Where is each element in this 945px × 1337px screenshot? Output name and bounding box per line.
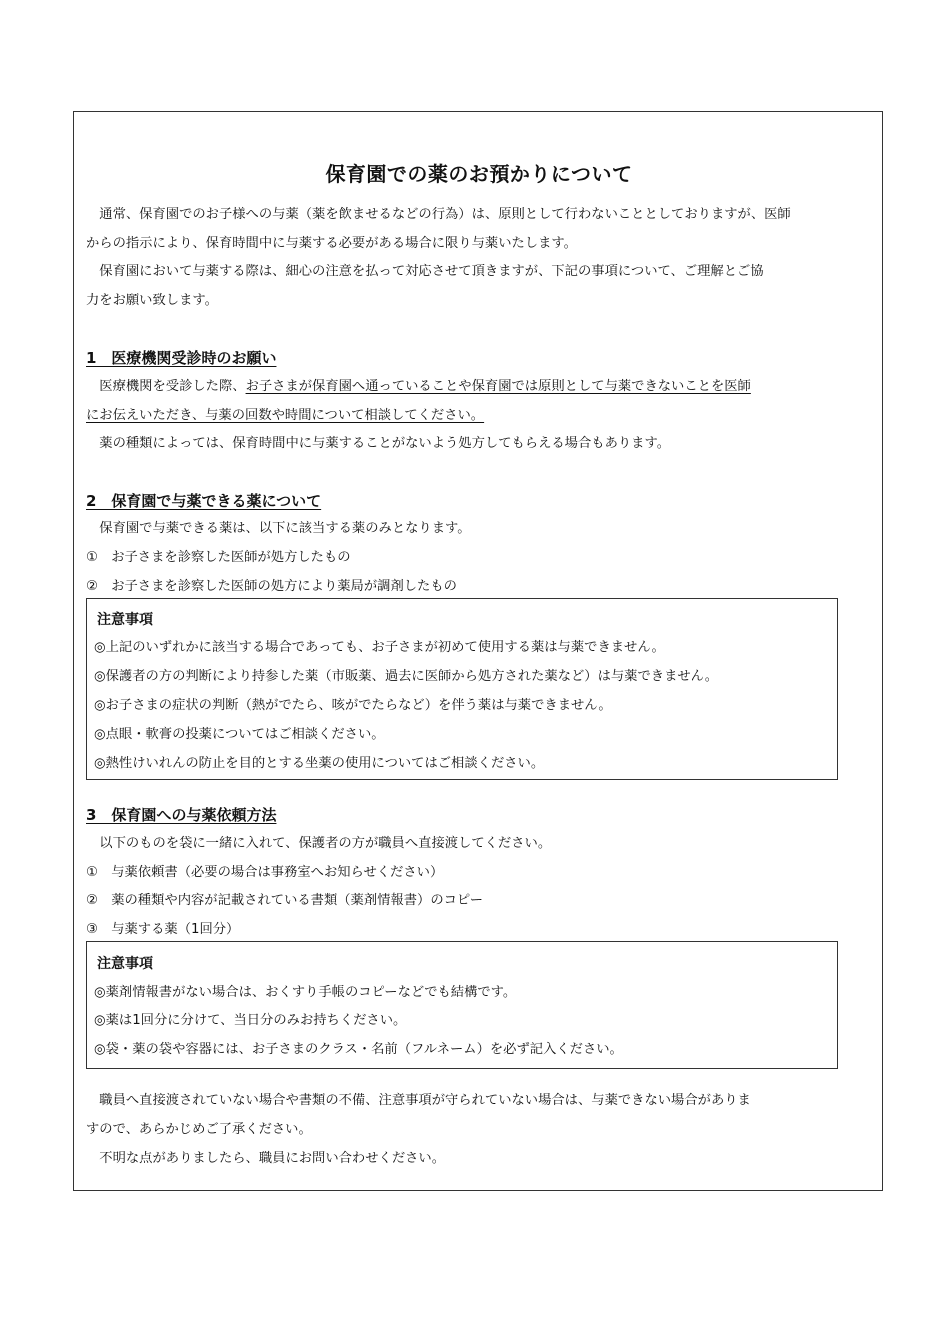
section1-line1-underlined: お子さまが保育園へ通っていることや保育園では原則として与薬できないことを医師 [245, 379, 751, 394]
notice-item: ◎薬は1回分に分けて、当日分のみお持ちください。 [94, 1013, 407, 1028]
closing-line1: 職員へ直接渡されていない場合や書類の不備、注意事項が守られていない場合は、与薬できない場合がありま [86, 1093, 751, 1108]
section3-item-3: ③ 与薬する薬（1回分） [86, 922, 240, 937]
section2-notice-box [86, 598, 838, 780]
section2-item-1: ① お子さまを診察した医師が処方したもの [86, 550, 351, 565]
notice-item: ◎袋・薬の袋や容器には、お子さまのクラス・名前（フルネーム）を必ず記入ください。 [94, 1042, 623, 1057]
notice-title: 注意事項 [97, 612, 153, 628]
intro-p1-line1: 通常、保育園でのお子様への与薬（薬を飲ませるなどの行為）は、原則として行わないこととしておりますが、医師 [86, 207, 791, 222]
section3-item-2: ② 薬の種類や内容が記載されている書類（薬剤情報書）のコピー [86, 893, 483, 908]
section3-heading: 3 保育園への与薬依頼方法 [86, 806, 277, 824]
notice-item: ◎お子さまの症状の判断（熱がでたら、咳がでたらなど）を伴う薬は与薬できません。 [94, 698, 612, 713]
notice-item: ◎熱性けいれんの防止を目的とする坐薬の使用についてはご相談ください。 [94, 756, 545, 771]
intro-p2-line2: 力をお願い致します。 [86, 293, 218, 308]
page-title: 保育園での薬のお預かりについて [325, 162, 633, 186]
notice-title: 注意事項 [97, 956, 153, 972]
section3-notice-box [86, 941, 838, 1069]
closing-line2: すので、あらかじめご了承ください。 [86, 1122, 312, 1137]
section2-heading: 2 保育園で与薬できる薬について [86, 492, 322, 510]
section3-lead: 以下のものを袋に一緒に入れて、保護者の方が職員へ直接渡してください。 [86, 836, 552, 851]
intro-p2-line1: 保育園において与薬する際は、細心の注意を払って対応させて頂きますが、下記の事項について、ご理解とご協 [86, 264, 764, 279]
section1-line3: 薬の種類によっては、保育時間中に与薬することがないよう処方してもらえる場合もあります。 [86, 436, 670, 451]
notice-item: ◎点眼・軟膏の投薬についてはご相談ください。 [94, 727, 385, 742]
section1-heading: 1 医療機関受診時のお願い [86, 349, 277, 367]
section1-line1-prefix: 医療機関を受診した際、 [86, 379, 246, 394]
section3-item-1: ① 与薬依頼書（必要の場合は事務室へお知らせください） [86, 865, 444, 880]
notice-item: ◎上記のいずれかに該当する場合であっても、お子さまが初めて使用する薬は与薬できません。 [94, 640, 665, 655]
section2-item-2: ② お子さまを診察した医師の処方により薬局が調剤したもの [86, 579, 457, 594]
document-frame [73, 111, 883, 1191]
section2-lead: 保育園で与薬できる薬は、以下に該当する薬のみとなります。 [86, 521, 471, 536]
closing-line3: 不明な点がありましたら、職員にお問い合わせください。 [86, 1151, 446, 1166]
section1-line2: にお伝えいただき、与薬の回数や時間について相談してください。 [86, 408, 485, 423]
section1-line1 [86, 378, 751, 396]
intro-p1-line2: からの指示により、保育時間中に与薬する必要がある場合に限り与薬いたします。 [86, 236, 577, 251]
notice-item: ◎保護者の方の判断により持参した薬（市販薬、過去に医師から処方された薬など）は与薬できません。 [94, 669, 719, 684]
notice-item: ◎薬剤情報書がない場合は、おくすり手帳のコピーなどでも結構です。 [94, 985, 517, 1000]
